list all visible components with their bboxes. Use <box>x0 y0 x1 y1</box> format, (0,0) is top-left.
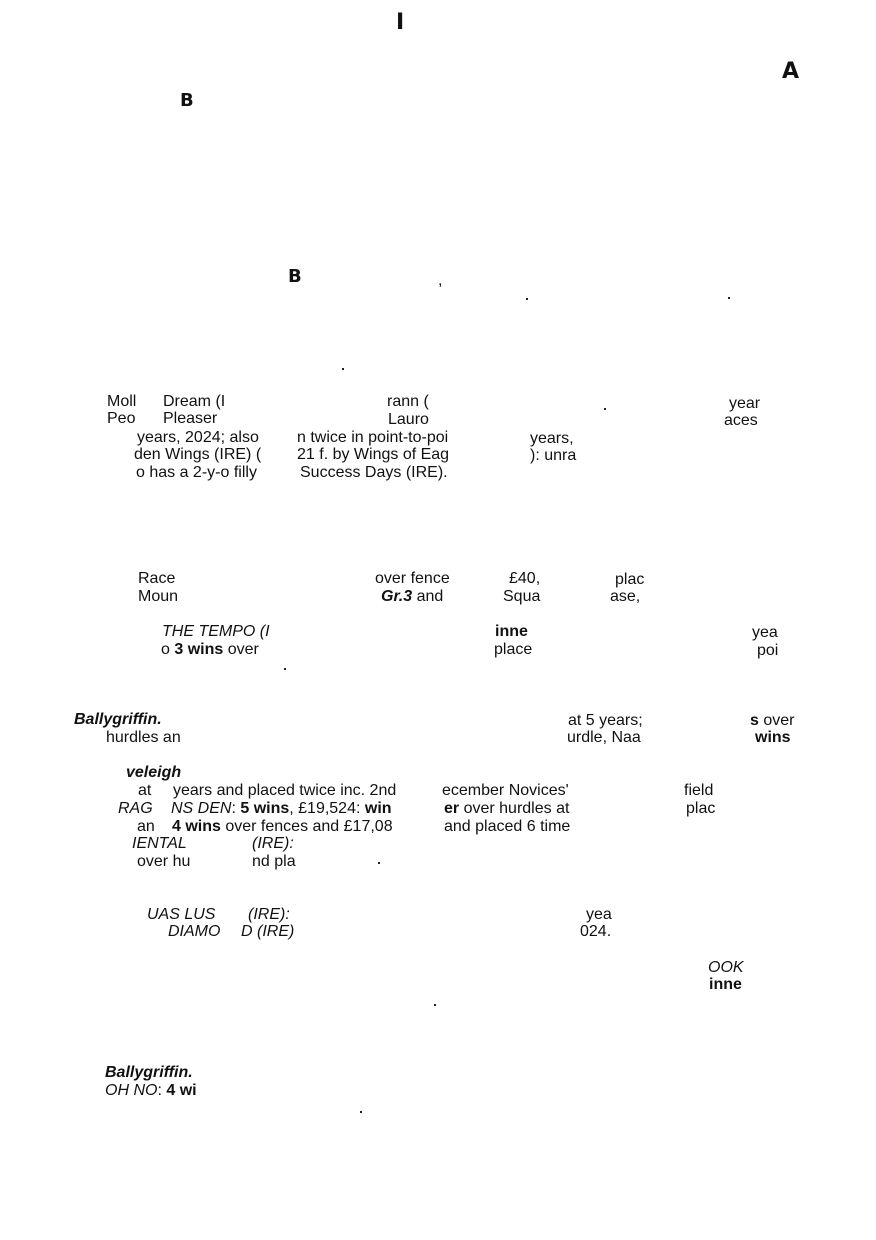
scan-speck <box>526 298 528 300</box>
dam-r4-c2: 21 f. by Wings of Eag <box>297 446 450 463</box>
uas-r1-c3: yea <box>586 906 612 923</box>
bally2-r2 <box>105 1082 197 1099</box>
veleigh-r2-main <box>171 800 392 817</box>
race-r1-c2: over fence <box>375 570 450 587</box>
veleigh-r3-c4: and placed 6 time <box>444 818 571 835</box>
veleigh-r2-cont <box>444 800 569 817</box>
race-r2-c2-rest: and <box>412 588 444 605</box>
veleigh-r4-c2: (IRE): <box>252 835 294 852</box>
race-r2-c2 <box>381 588 443 605</box>
dam-r1-c4: year <box>729 395 761 412</box>
scan-speck <box>284 668 286 670</box>
dam-r4-c3: ): unra <box>530 447 577 464</box>
tempo-r2-c1 <box>161 641 259 658</box>
race-r1-c1: Race <box>138 570 176 587</box>
race-r2-c3: Squa <box>503 588 541 605</box>
dam-r3-c3: years, <box>530 430 574 447</box>
bally1-r1-c2: at 5 years; <box>568 712 643 729</box>
bally2-r2-wins: 4 wi <box>166 1082 197 1099</box>
scan-speck <box>378 862 380 864</box>
grade-label: Gr.3 <box>381 588 413 605</box>
veleigh-r1-c2: years and placed twice inc. 2nd <box>173 782 397 799</box>
dam-r2-c3: Lauro <box>388 411 429 428</box>
veleigh-r2-prize: , £19,524: <box>289 800 365 817</box>
bally1-r2-c1: hurdles an <box>106 729 181 746</box>
veleigh-r2-er: er <box>444 800 460 817</box>
uas-r1-c2: (IRE): <box>248 906 290 923</box>
veleigh-r1-c4: field <box>684 782 714 799</box>
race-r1-c4: plac <box>615 571 645 588</box>
race-r1-c3: £40, <box>509 570 541 587</box>
tempo-r2-pre: o <box>161 641 175 658</box>
scan-speck <box>434 1004 436 1006</box>
veleigh-r2-hurdles: over hurdles at <box>459 800 570 817</box>
tempo-r2-c2: place <box>494 641 533 658</box>
veleigh-r2-c1: RAG <box>118 800 153 817</box>
veleigh-r4-c1: IENTAL <box>132 835 187 852</box>
bally1-r1-rest: over <box>758 712 795 729</box>
dam-r2-c4: aces <box>724 412 758 429</box>
tempo-r2-post: over <box>223 641 259 658</box>
bally1-r2-c3: wins <box>755 729 791 746</box>
veleigh-r2-win: win <box>364 800 392 817</box>
uas-r2-c2: D (IRE) <box>241 923 295 940</box>
tempo-r1-c3: yea <box>752 624 778 641</box>
veleigh-r1-c1: at <box>138 782 152 799</box>
section-letter-b-second: B <box>288 266 302 287</box>
bally1-r1-c3 <box>750 712 794 729</box>
uas-r1-c1: UAS LUS <box>147 906 216 923</box>
dam-r5-c2: Success Days (IRE). <box>300 464 448 481</box>
dam-r5-c1: o has a 2-y-o filly <box>136 464 257 481</box>
tempo-r2-c3: poi <box>757 642 779 659</box>
dam-r1-c1: Moll <box>107 393 137 410</box>
uas-r2-c1: DIAMO <box>168 923 221 940</box>
veleigh-r3-main <box>172 818 393 835</box>
dam-r1-c3: rann ( <box>387 393 429 410</box>
ook-r1: OOK <box>708 959 744 976</box>
scan-speck <box>604 408 606 410</box>
veleigh-r2-name: NS DEN <box>171 800 232 817</box>
dam-r4-c1: den Wings (IRE) ( <box>134 446 262 463</box>
bally1-r1-bold: s <box>750 712 759 729</box>
veleigh-r3-prize: over fences and £17,08 <box>220 818 393 835</box>
veleigh-r2-colon: : <box>231 800 241 817</box>
veleigh-r2-c9: plac <box>686 800 716 817</box>
veleigh-r5-c1: over hu <box>137 853 191 870</box>
dam-r3-c1: years, 2024; also <box>137 429 259 446</box>
scan-speck <box>342 368 344 370</box>
tempo-r1-c1: THE TEMPO (I <box>162 623 270 640</box>
top-mark: I <box>396 10 405 35</box>
race-r2-c4: ase, <box>610 588 641 605</box>
scan-speck <box>360 1111 362 1113</box>
veleigh-r2-wins: 5 wins <box>240 800 290 817</box>
dam-r2-c2: Pleaser <box>163 410 218 427</box>
veleigh-r3-c1: an <box>137 818 155 835</box>
bally2-r2-name: OH NO <box>105 1082 158 1099</box>
section-letter-b-first: B <box>180 90 194 111</box>
veleigh-r5-c2: nd pla <box>252 853 296 870</box>
dam-r3-c2: n twice in point-to-poi <box>297 429 449 446</box>
race-r2-c1: Moun <box>138 588 179 605</box>
veleigh-heading: veleigh <box>126 764 182 781</box>
scan-speck <box>728 297 730 299</box>
veleigh-r1-c3: ecember Novices' <box>442 782 569 799</box>
bally1-r2-c2: urdle, Naa <box>567 729 641 746</box>
bally2-r2-colon: : <box>157 1082 167 1099</box>
header-comma: , <box>438 272 443 289</box>
section-letter-a: A <box>782 59 800 84</box>
ook-r2: inne <box>709 976 742 993</box>
ballygriffin-heading-1: Ballygriffin. <box>74 711 162 728</box>
veleigh-r3-wins: 4 wins <box>172 818 221 835</box>
dam-r2-c1: Peo <box>107 410 136 427</box>
tempo-r1-c2: inne <box>495 623 528 640</box>
uas-r2-c3: 024. <box>580 923 612 940</box>
dam-r1-c2: Dream (I <box>163 393 226 410</box>
tempo-r2-wins: 3 wins <box>174 641 224 658</box>
ballygriffin-heading-2: Ballygriffin. <box>105 1064 193 1081</box>
